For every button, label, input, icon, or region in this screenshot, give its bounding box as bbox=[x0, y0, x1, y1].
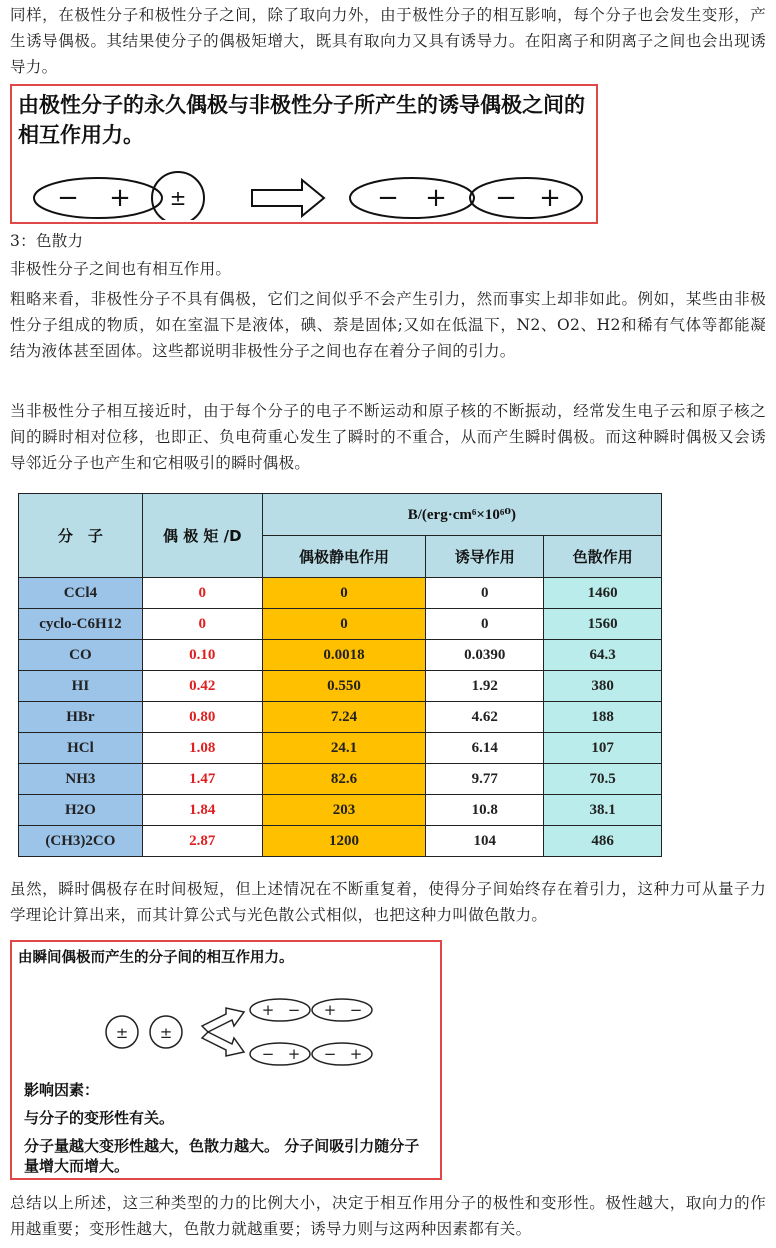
header-orientation-force: 偶极静电作用 bbox=[262, 536, 426, 578]
induction-cell: 4.62 bbox=[426, 702, 544, 733]
table-row bbox=[19, 640, 662, 671]
table-row bbox=[19, 702, 662, 733]
dispersion-cell: 1560 bbox=[544, 609, 662, 640]
lower-ellipse-1 bbox=[250, 1043, 310, 1065]
dipole-cell: 0.42 bbox=[142, 671, 262, 702]
paragraph-nonpolar-attraction: 粗略来看，非极性分子不具有偶极，它们之间似乎不会产生引力，然而事实上却非如此。例如，某些由非极性分子组成的物质，如在室温下是液体，碘、萘是固体;又如在低温下，N2、O2、H2和稀有气体等都能凝结为液体甚至固体。这些都说明非极性分子之间也存在着分子间的引力。 bbox=[10, 290, 766, 360]
header-induction-force: 诱导作用 bbox=[426, 536, 544, 578]
table-row bbox=[19, 826, 662, 857]
molecule-cell: CCl4 bbox=[19, 578, 143, 609]
intermolecular-force-table bbox=[18, 493, 662, 857]
dipole-ellipse-result-1 bbox=[350, 178, 474, 218]
upper-plus-2: + bbox=[323, 1001, 337, 1019]
induction-cell: 104 bbox=[426, 826, 544, 857]
right-arrow-icon bbox=[252, 180, 324, 216]
factor-deformability: 与分子的变形性有关。 bbox=[24, 1109, 175, 1127]
molecule-cell: cyclo-C6H12 bbox=[19, 609, 143, 640]
induction-force-box bbox=[10, 84, 598, 224]
orientation-cell: 82.6 bbox=[262, 764, 426, 795]
orientation-cell: 7.24 bbox=[262, 702, 426, 733]
dipole-cell: 2.87 bbox=[142, 826, 262, 857]
lower-minus-1: − bbox=[261, 1045, 275, 1063]
induction-cell: 10.8 bbox=[426, 795, 544, 826]
influencing-factors-title: 影响因素： bbox=[24, 1081, 100, 1099]
orientation-cell: 0.550 bbox=[262, 671, 426, 702]
induction-cell: 0.0390 bbox=[426, 640, 544, 671]
section-heading-dispersion: 3：色散力 bbox=[10, 232, 84, 250]
result-plus-sign-2: + bbox=[539, 183, 561, 213]
dispersion-force-box bbox=[10, 940, 442, 1180]
dispersion-cell: 107 bbox=[544, 733, 662, 764]
orientation-cell: 203 bbox=[262, 795, 426, 826]
upper-arrow-icon bbox=[202, 1008, 244, 1032]
table-row bbox=[19, 609, 662, 640]
result-plus-sign-1: + bbox=[425, 183, 447, 213]
upper-minus-2: − bbox=[349, 1001, 363, 1019]
dipole-cell: 0 bbox=[142, 609, 262, 640]
atom-plusminus-sign-2: ± bbox=[159, 1024, 173, 1042]
upper-plus-1: + bbox=[261, 1001, 275, 1019]
molecule-cell: NH3 bbox=[19, 764, 143, 795]
dipole-ellipse-left bbox=[34, 178, 162, 218]
paragraph-induction-polar: 同样，在极性分子和极性分子之间，除了取向力外，由于极性分子的相互影响，每个分子也会发生变形，产生诱导偶极。其结果使分子的偶极矩增大，既具有取向力又具有诱导力。在阳离子和阴离子之间也会出现诱导力。 bbox=[10, 6, 766, 76]
orientation-cell: 24.1 bbox=[262, 733, 426, 764]
table-row bbox=[19, 671, 662, 702]
dispersion-cell: 486 bbox=[544, 826, 662, 857]
dipole-minus-sign: − bbox=[57, 183, 79, 213]
lower-plus-1: + bbox=[287, 1045, 301, 1063]
molecule-cell: CO bbox=[19, 640, 143, 671]
dispersion-force-title: 由瞬间偶极而产生的分子间的相互作用力。 bbox=[18, 950, 294, 966]
table-row bbox=[19, 578, 662, 609]
header-b-coefficient: B/(erg·cm⁶×10⁶⁰) bbox=[262, 494, 661, 536]
dispersion-cell: 188 bbox=[544, 702, 662, 733]
dipole-cell: 1.08 bbox=[142, 733, 262, 764]
upper-minus-1: − bbox=[287, 1001, 301, 1019]
nonpolar-plusminus-sign: ± bbox=[169, 186, 187, 210]
atom-plusminus-sign-1: ± bbox=[115, 1024, 129, 1042]
orientation-cell: 1200 bbox=[262, 826, 426, 857]
header-molecule: 分 子 bbox=[19, 494, 143, 578]
table-row bbox=[19, 795, 662, 826]
induction-diagram bbox=[12, 160, 596, 220]
dipole-cell: 1.47 bbox=[142, 764, 262, 795]
header-dipole-moment: 偶 极 矩 /D bbox=[142, 494, 262, 578]
induction-cell: 0 bbox=[426, 609, 544, 640]
orientation-cell: 0 bbox=[262, 578, 426, 609]
dispersion-cell: 64.3 bbox=[544, 640, 662, 671]
result-minus-sign-1: − bbox=[377, 183, 399, 213]
induction-cell: 9.77 bbox=[426, 764, 544, 795]
paragraph-dispersion-definition: 虽然，瞬时偶极存在时间极短，但上述情况在不断重复着，使得分子间始终存在着引力，这种力可从量子力学理论计算出来，而其计算公式与光色散公式相似，也把这种力叫做色散力。 bbox=[10, 880, 766, 924]
upper-ellipse-1 bbox=[250, 999, 310, 1021]
table-row bbox=[19, 733, 662, 764]
table-row bbox=[19, 764, 662, 795]
orientation-cell: 0.0018 bbox=[262, 640, 426, 671]
lower-plus-2: + bbox=[349, 1045, 363, 1063]
dispersion-cell: 380 bbox=[544, 671, 662, 702]
orientation-cell: 0 bbox=[262, 609, 426, 640]
dipole-cell: 0.10 bbox=[142, 640, 262, 671]
dipole-cell: 0.80 bbox=[142, 702, 262, 733]
molecule-cell: HBr bbox=[19, 702, 143, 733]
induction-force-title: 由极性分子的永久偶极与非极性分子所产生的诱导偶极之间的相互作用力。 bbox=[18, 93, 585, 147]
dipole-cell: 1.84 bbox=[142, 795, 262, 826]
molecule-cell: (CH3)2CO bbox=[19, 826, 143, 857]
upper-ellipse-2 bbox=[312, 999, 372, 1021]
factor-molecular-weight: 分子量越大变形性越大，色散力越大。 分子间吸引力随分子量增大而增大。 bbox=[24, 1137, 420, 1175]
dispersion-diagram bbox=[12, 992, 440, 1072]
dipole-plus-sign: + bbox=[109, 183, 131, 213]
paragraph-instantaneous-dipole: 当非极性分子相互接近时，由于每个分子的电子不断运动和原子核的不断振动，经常发生电子云和原子核之间的瞬时相对位移，也即正、负电荷重心发生了瞬时的不重合，从而产生瞬时偶极。而这种瞬时偶极又会诱导邻近分子也产生和它相吸引的瞬时偶极。 bbox=[10, 402, 766, 472]
lower-minus-2: − bbox=[323, 1045, 337, 1063]
paragraph-nonpolar-interaction: 非极性分子之间也有相互作用。 bbox=[10, 260, 232, 278]
dispersion-cell: 38.1 bbox=[544, 795, 662, 826]
molecule-cell: HCl bbox=[19, 733, 143, 764]
lower-ellipse-2 bbox=[312, 1043, 372, 1065]
molecule-cell: HI bbox=[19, 671, 143, 702]
dispersion-cell: 70.5 bbox=[544, 764, 662, 795]
dipole-ellipse-result-2 bbox=[470, 178, 582, 218]
dipole-cell: 0 bbox=[142, 578, 262, 609]
induction-cell: 1.92 bbox=[426, 671, 544, 702]
result-minus-sign-2: − bbox=[495, 183, 517, 213]
lower-arrow-icon bbox=[202, 1032, 244, 1056]
induction-cell: 6.14 bbox=[426, 733, 544, 764]
paragraph-summary: 总结以上所述，这三种类型的力的比例大小，决定于相互作用分子的极性和变形性。极性越大，取向力的作用越重要；变形性越大，色散力就越重要；诱导力则与这两种因素都有关。 bbox=[10, 1194, 766, 1238]
dispersion-cell: 1460 bbox=[544, 578, 662, 609]
header-dispersion-force: 色散作用 bbox=[544, 536, 662, 578]
molecule-cell: H2O bbox=[19, 795, 143, 826]
induction-cell: 0 bbox=[426, 578, 544, 609]
